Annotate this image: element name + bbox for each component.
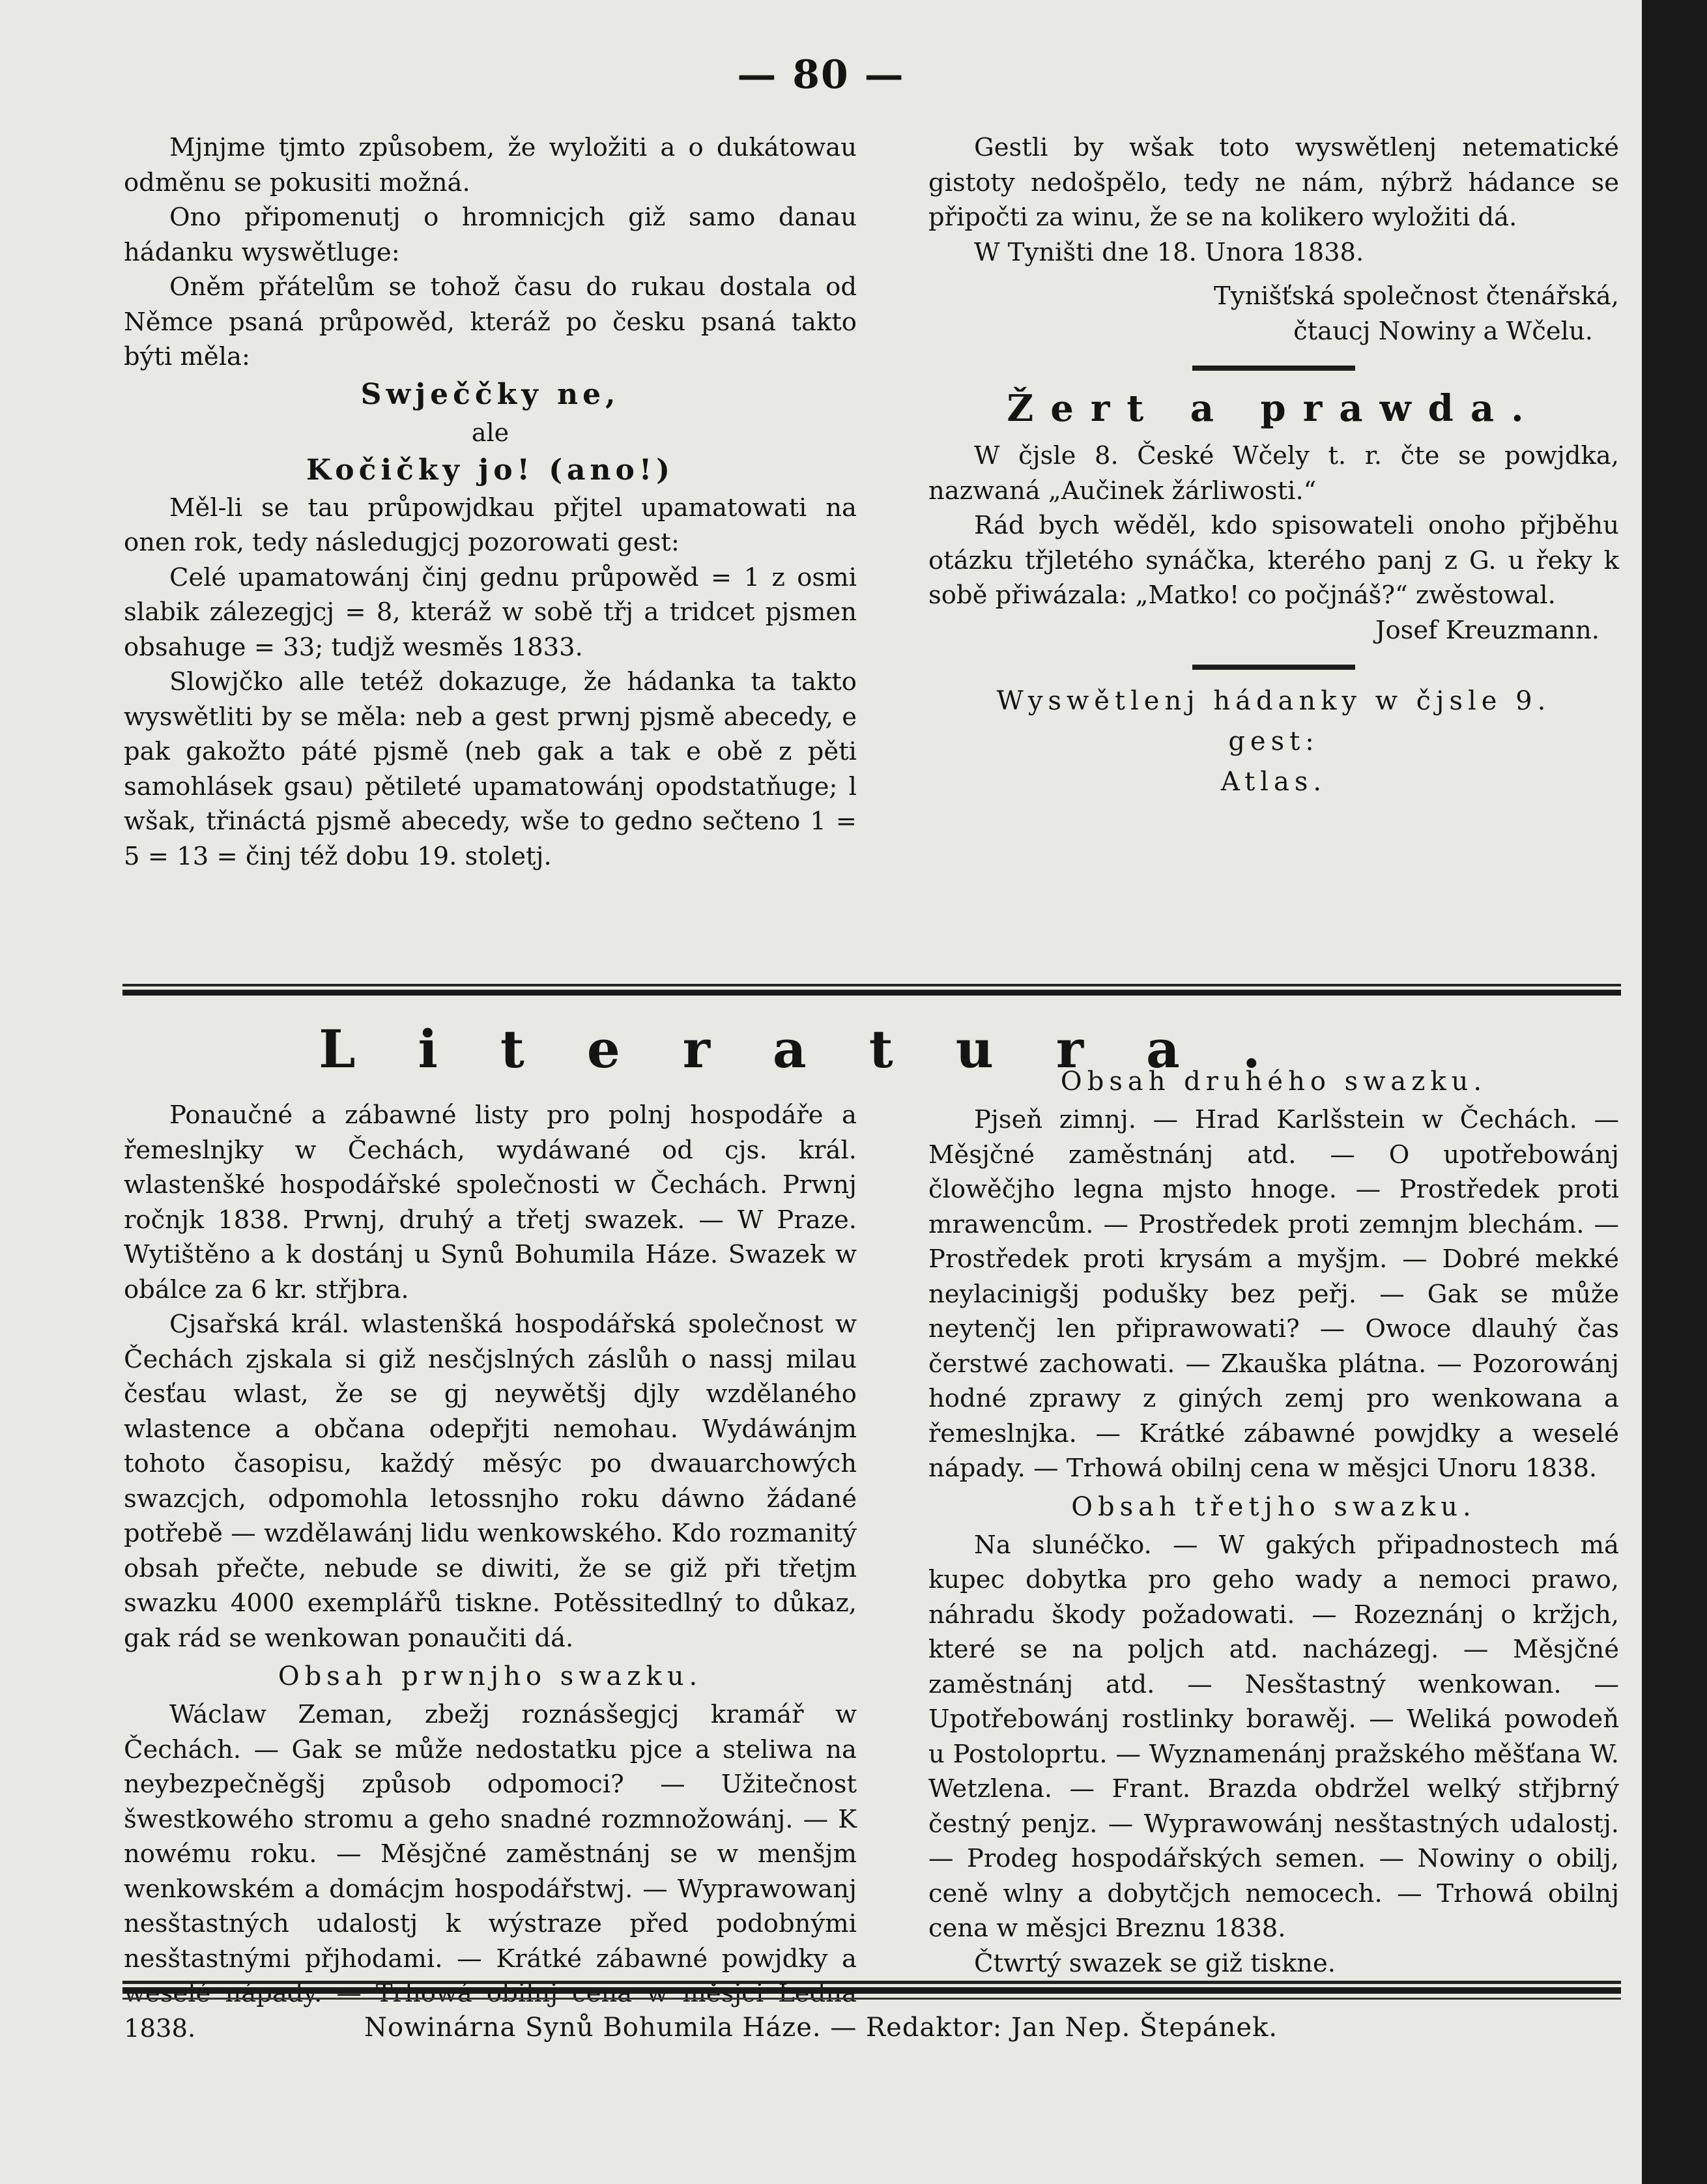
paragraph: Celé upamatowánj činj gednu průpowěd = 1 z osmi slabik zálezegjcj = 8, kteráž w sobě třj a tridcet pjsmen obsahuge = 33; tudjž wesměs 1833. [124, 562, 857, 662]
section-heading: Žert a prawda. [1007, 387, 1541, 430]
imprint-footer: Nowinárna Synů Bohumila Háze. — Redaktor: Jan Nep. Štepánek. [364, 2013, 1278, 2043]
paragraph: Gestli by wšak toto wyswětlenj netematické gistoty nedošpělo, tedy ne nám, nýbrž hádance se připočti za winu, že se na kolikero wyložiti dá. [928, 133, 1619, 232]
paragraph: Slowjčko alle tetéž dokazuge, že hádanka ta takto wyswětliti by se měla: neb a gest prwnj pjsmě abecedy, e pak gakožto páté pjsmě (neb gak a tak e obě z pěti samohlásek gsau) pětileté upamatowánj opodstatňuge; l wšak, třináctá pjsmě abecedy, wše to gedno sečteno 1 = 5 = 13 = činj též dobu 19. stoletj. [124, 667, 857, 871]
divider [1192, 366, 1355, 371]
motto-line: Kočičky jo! (ano!) [306, 453, 674, 487]
paragraph: Wáclaw Zeman, zbežj roznásšegjcj kramář w Čechách. — Gak se může nedostatku pjce a steliwa na neybezpečněgšj způsob odpomoci? — Užitečnost šwestkowého stromu a geho snadné rozmnožowánj. — K nowému roku. — Měsjčné zaměstnánj se w menšjm wenkowském a domácjm hospodářstwj. — Wyprawowanj nesštastných udalostj k wýstraze před podobnými nesštastnými přjhodami. — Krátké zábawné powjdky a 1838. [124, 1700, 857, 2043]
left-column-bottom [124, 1098, 857, 2046]
contents-heading: Obsah prwnjho swazku. [278, 1661, 703, 1691]
paragraph: Oněm přátelům se tohož času do rukau dostala od Němce psaná průpowěd, kteráž po česku psaná takto býti měla: [124, 272, 857, 371]
dateline: W Tyništi dne 18. Unora 1838. [974, 237, 1364, 267]
motto-line: ale [471, 418, 509, 447]
paragraph: Pjseň zimnj. — Hrad Karlšstein w Čechách. — Měsjčné zaměstnánj atd. — O upotřebowánj člowěčjho legna mjsto hnoge. — Prostředek proti mrawencům. — Prostředek proti zemnjm blechám. — Prostředek proti krysám a myšjm. — Dobré mekké neylacinigšj podušky bez peřj. — Gak se může neytenčj len připrawowati? — Owoce dlauhý čas čerstwé zachowati. — Zkauška plátna. — Pozorowánj hodné zprawy z giných zemj pro wenkowana a řemeslnjka. — Krátké zábawné powjdky a weselé nápady. — Trhowá obilnj cena w měsjci Unoru 1838. [928, 1105, 1619, 1483]
paragraph: Rád bych wěděl, kdo spisowateli onoho přjběhu otázku třjletého synáčka, kterého panj z G. u řeky k sobě přiwázala: „Matko! co počjnáš?“ zwěstowal. [928, 511, 1619, 610]
right-column-bottom [928, 1061, 1619, 1981]
riddle-answer: Atlas. [1220, 767, 1327, 797]
paragraph: W čjsle 8. České Wčely t. r. čte se powjdka, nazwaná „Aučinek žárliwosti.“ [928, 441, 1619, 506]
author-signature: Josef Kreuzmann. [1375, 615, 1599, 645]
paragraph: Cjsařská král. wlastenšká hospodářská společnost w Čechách zjskala si giž nesčjslných záslůh o nassj milau česťau wlast, že se gj neywětšj djly wzdělaného wlastence a občana odepřjti nemohau. Wydáwánjm tohoto časopisu, každý měsýc po dwauarchowých swazcjch, odpomohla letossnjho roku dáwno žádané potřebě — wzdělawánj lidu wenkowského. Kdo rozmanitý obsah přečte, nebude se diwiti, že se giž při třetjm swazku 4000 exemplářů tiskne. Potěssitedlný to důkaz, gak rád se wenkowan ponaučiti dá. [124, 1310, 857, 1653]
section-title: Literatura. [319, 1018, 1323, 1080]
paragraph: Na slunéčko. — W gakých připadnostech má kupec dobytka pro geho wady a nemoci prawo, náhradu škody požadowati. — Rozeznánj o kržjch, které se na poljch atd. nacházegj. — Měsjčné zaměstnánj atd. — Nesštastný wenkowan. — Upotřebowánj rostlinky borawěj. — Weliká powodeň u Postoloprtu. — Wyznamenánj pražského měšťana W. Wetzlena. — Frant. Brazda obdržel welký střjbrný čestný penjz. — Wyprawowánj nesštastných udalostj. — Prodeg hospodářských semen. — Nowiny o obilj, ceně wlny a dobytčjch nemocech. — Trhowá obilnj cena w měsjci Breznu 1838. [928, 1530, 1619, 1943]
paragraph: Mjnjme tjmto způsobem, že wyložiti a o dukátowau odměnu se pokusiti možná. [124, 133, 857, 197]
footer-divider [122, 1981, 1621, 2003]
motto-line: Swječčky ne, [360, 377, 620, 411]
riddle-gest: gest: [1228, 726, 1319, 756]
right-column-top [928, 130, 1619, 803]
paragraph: Měl-li se tau průpowjdkau přjtel upamatowati na onen rok, tedy následugjcj pozorowati gest: [124, 493, 857, 557]
left-column-top [124, 130, 857, 874]
riddle-heading: Wyswětlenj hádanky w čjsle 9. [996, 686, 1551, 716]
signature: Tynišťská společnost čtenářská, [1214, 281, 1619, 311]
section-divider [122, 984, 1621, 997]
paragraph: Čtwrtý swazek se giž tiskne. [974, 1948, 1336, 1978]
contents-heading: Obsah třetjho swazku. [1071, 1491, 1476, 1522]
page-number: — 80 — [737, 52, 905, 98]
signature: čtaucj Nowiny a Wčelu. [1293, 316, 1593, 346]
paragraph: Ponaučné a zábawné listy pro polnj hospodáře a řemeslnjky w Čechách, wydáwané od cjs. král. wlastenšké hospodářské společnosti w Čechách. Prwnj ročnjk 1838. Prwnj, druhý a třetj swazek. — W Praze. Wytištěno a k dostánj u Synů Bohumila Háze. Swazek w obálce za 6 kr. střjbra. [124, 1100, 857, 1304]
divider [1192, 665, 1355, 670]
contents-heading: Obsah druhého swazku. [1060, 1067, 1487, 1097]
paragraph: Ono připomenutj o hromnicjch giž samo danau hádanku wyswětluge: [124, 203, 857, 267]
